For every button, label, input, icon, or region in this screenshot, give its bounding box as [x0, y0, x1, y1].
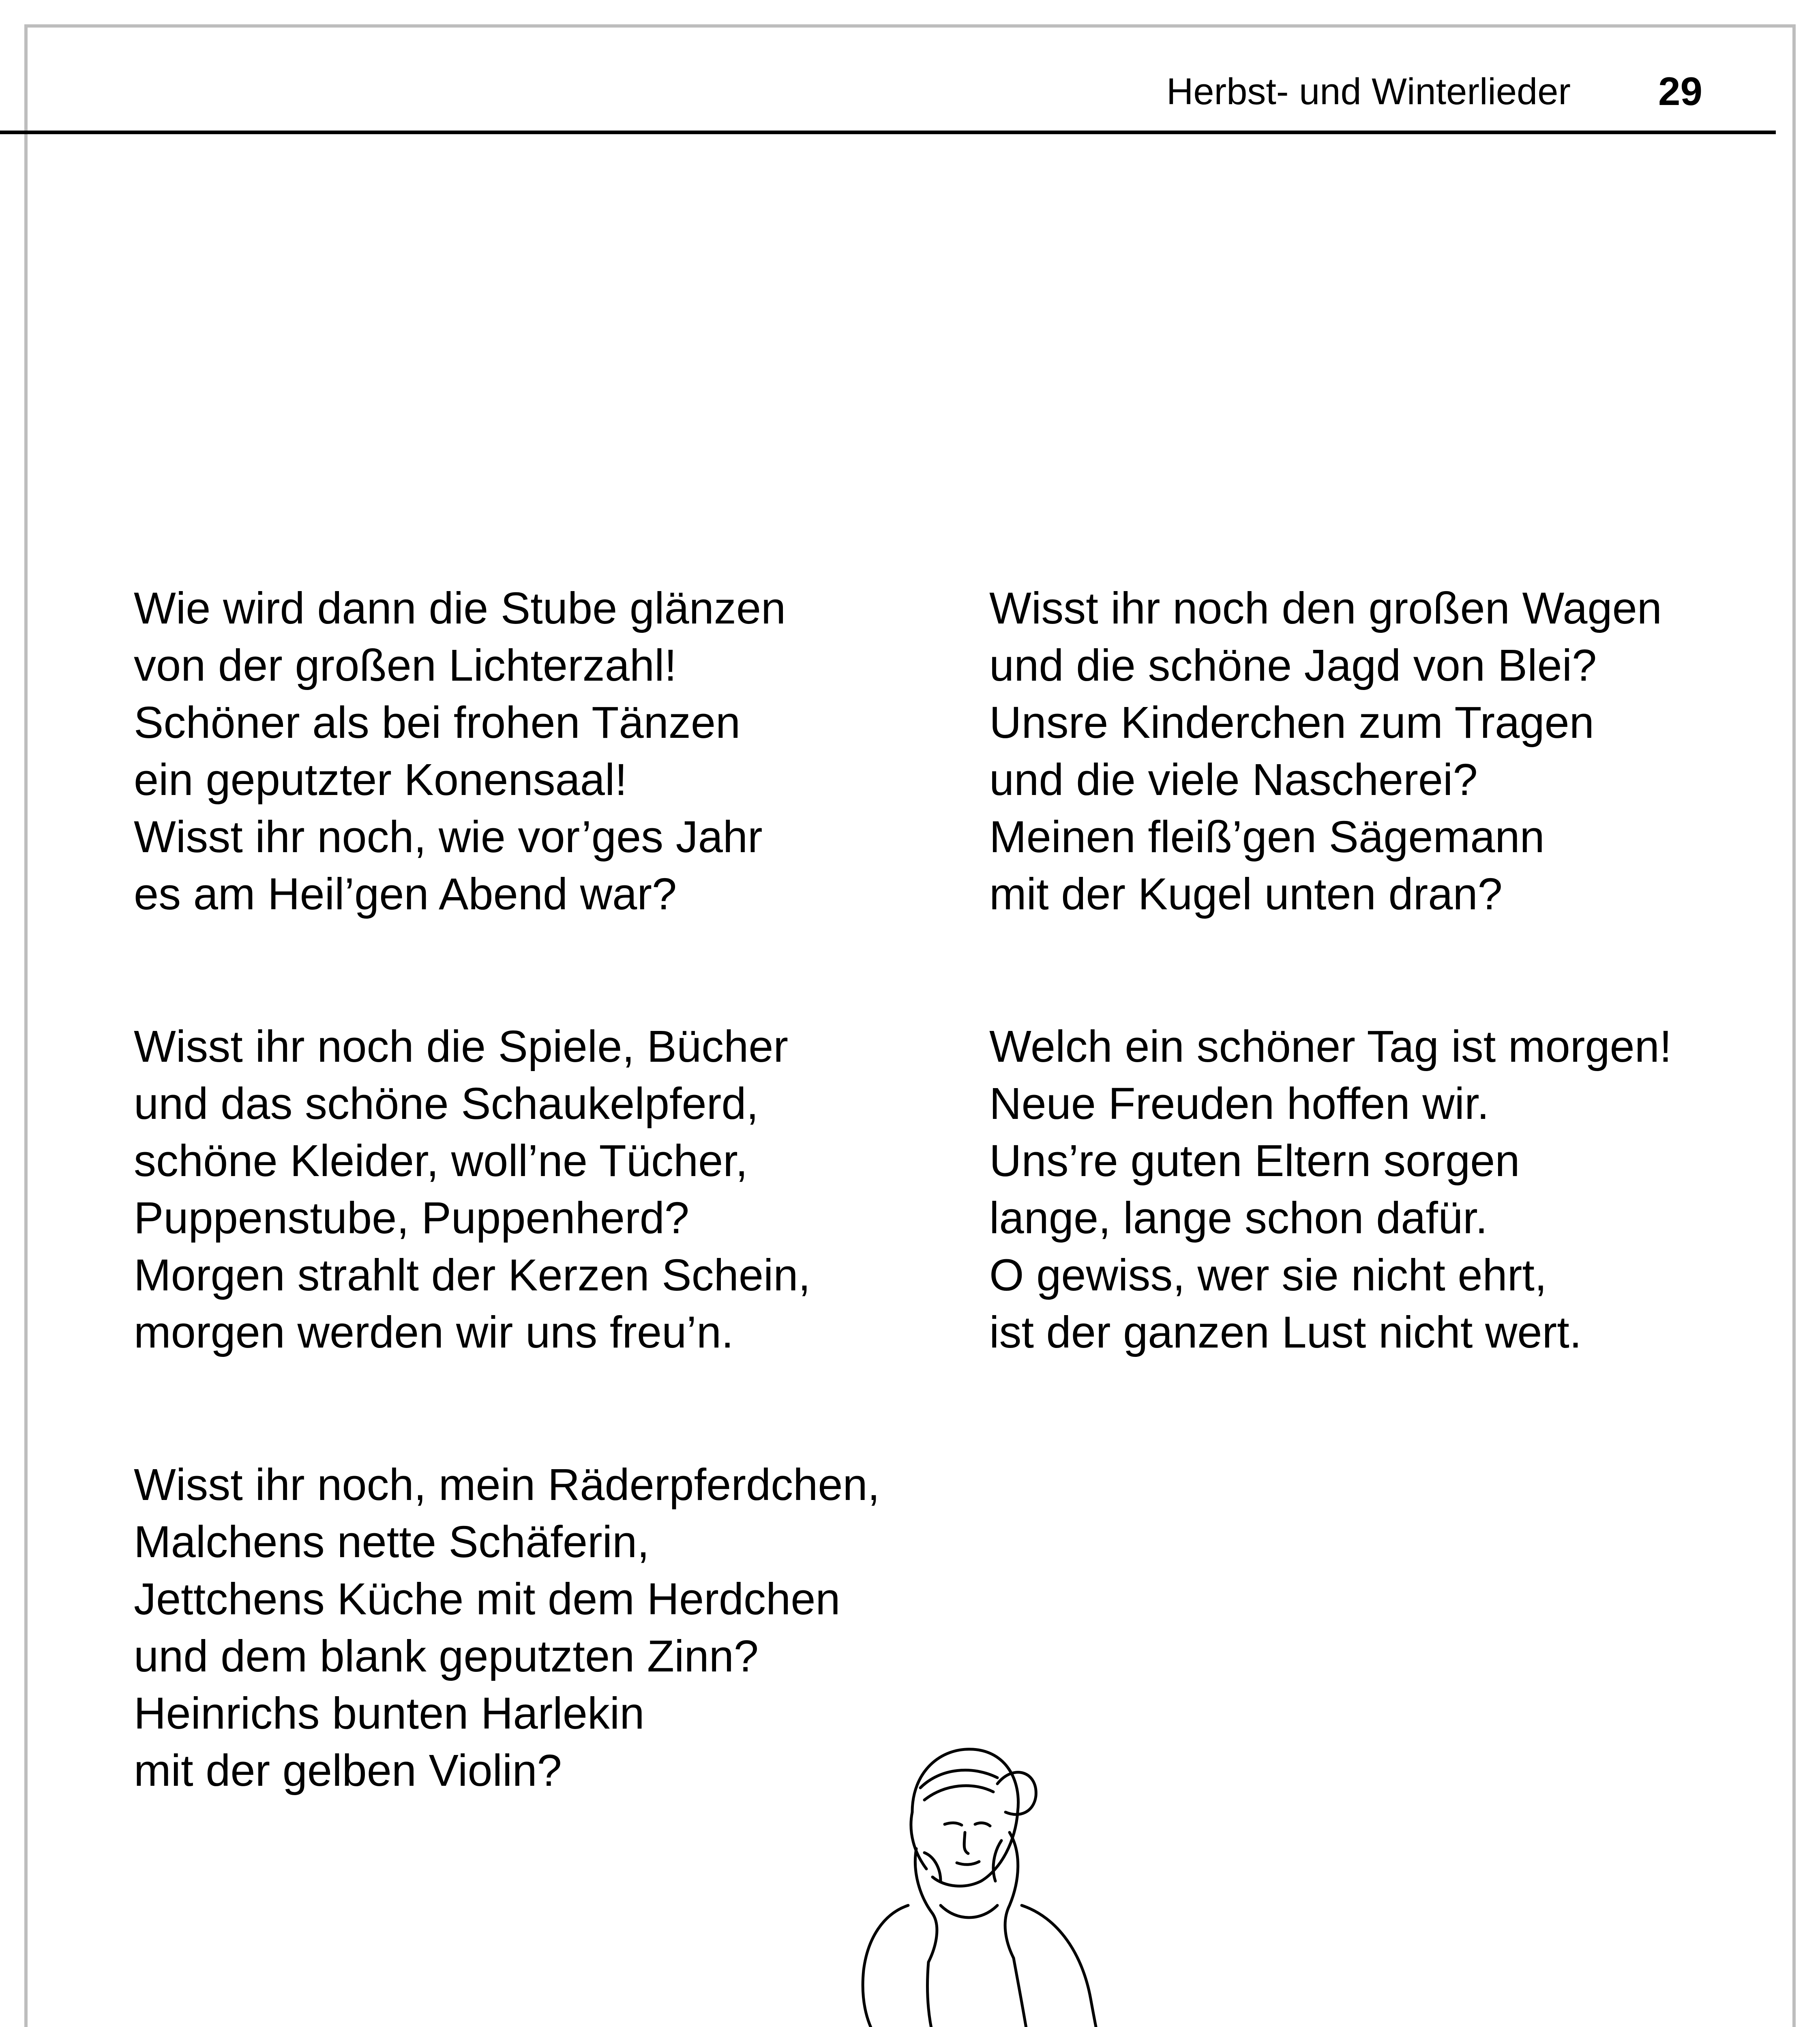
poem-line: Neue Freuden hoffen wir.	[989, 1079, 1490, 1129]
stanza	[134, 1018, 880, 1361]
poem-line: mit der Kugel unten dran?	[989, 869, 1503, 919]
poem-line: Meinen fleiß’gen Sägemann	[989, 812, 1545, 862]
mother-figure	[863, 1749, 1137, 2027]
poem-line: Jettchens Küche mit dem Herdchen	[134, 1574, 840, 1624]
poem-line: von der großen Lichterzahl!	[134, 641, 677, 690]
poem-line: und die viele Nascherei?	[989, 755, 1478, 805]
stanza	[989, 580, 1672, 923]
poem-line: O gewiss, wer sie nicht ehrt,	[989, 1250, 1547, 1300]
poem-line: Welch ein schöner Tag ist morgen!	[989, 1022, 1672, 1071]
poem-line: und die schöne Jagd von Blei?	[989, 641, 1597, 690]
poem-line: Wisst ihr noch, wie vor’ges Jahr	[134, 812, 763, 862]
poem-line: Wie wird dann die Stube glänzen	[134, 583, 786, 633]
poem-line: Wisst ihr noch, mein Räderpferdchen,	[134, 1460, 880, 1510]
poem-line: ein geputzter Konensaal!	[134, 755, 627, 805]
poem-line: Wisst ihr noch den großen Wagen	[989, 583, 1662, 633]
poem-right-column	[989, 580, 1672, 1456]
poem-line: und das schöne Schaukelpferd,	[134, 1079, 759, 1129]
poem-line: Malchens nette Schäferin,	[134, 1517, 650, 1567]
poem-line: Schöner als bei frohen Tänzen	[134, 698, 741, 748]
poem-line: lange, lange schon dafür.	[989, 1193, 1488, 1243]
poem-line: ist der ganzen Lust nicht wert.	[989, 1307, 1582, 1357]
poem-line: Uns’re guten Eltern sorgen	[989, 1136, 1520, 1186]
poem-line: es am Heil’gen Abend war?	[134, 869, 677, 919]
poem-line: schöne Kleider, woll’ne Tücher,	[134, 1136, 748, 1186]
poem-line: Wisst ihr noch die Spiele, Bücher	[134, 1022, 789, 1071]
mother-and-baby-with-gifts-illustration	[535, 1678, 1265, 2027]
page-number: 29	[1658, 69, 1702, 114]
header-rule	[0, 131, 1776, 134]
poem-line: morgen werden wir uns freu’n.	[134, 1307, 734, 1357]
poem-line: Morgen strahlt der Kerzen Schein,	[134, 1250, 811, 1300]
stanza	[989, 1018, 1672, 1361]
header-section-title: Herbst- und Winterlieder	[1166, 71, 1571, 112]
poem-line: und dem blank geputzten Zinn?	[134, 1631, 759, 1681]
poem-line: mit der gelben Violin?	[134, 1746, 562, 1796]
poem-line: Puppenstube, Puppenherd?	[134, 1193, 690, 1243]
poem-line: Unsre Kinderchen zum Tragen	[989, 698, 1594, 748]
stanza	[134, 580, 880, 923]
poem-line: Heinrichs bunten Harlekin	[134, 1688, 645, 1738]
